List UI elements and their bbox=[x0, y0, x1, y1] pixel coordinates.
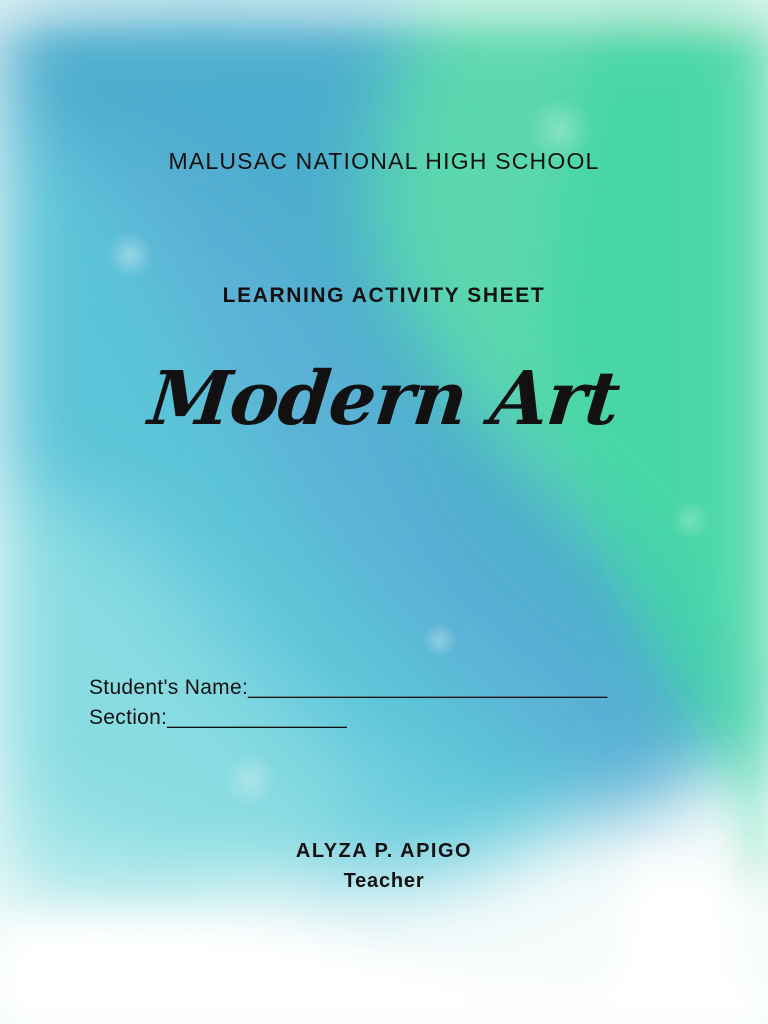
student-info-block bbox=[89, 673, 607, 733]
school-name: MALUSAC NATIONAL HIGH SCHOOL bbox=[168, 148, 600, 174]
teacher-role: Teacher bbox=[343, 870, 425, 892]
teacher-name: ALYZA P. APIGO bbox=[295, 840, 473, 862]
section-line: Section:_______________ bbox=[89, 706, 347, 729]
student-name-line: Student's Name:______________________________ bbox=[89, 676, 608, 699]
sheet-label: LEARNING ACTIVITY SHEET bbox=[222, 284, 546, 307]
document-title: Modern Art bbox=[144, 356, 624, 442]
